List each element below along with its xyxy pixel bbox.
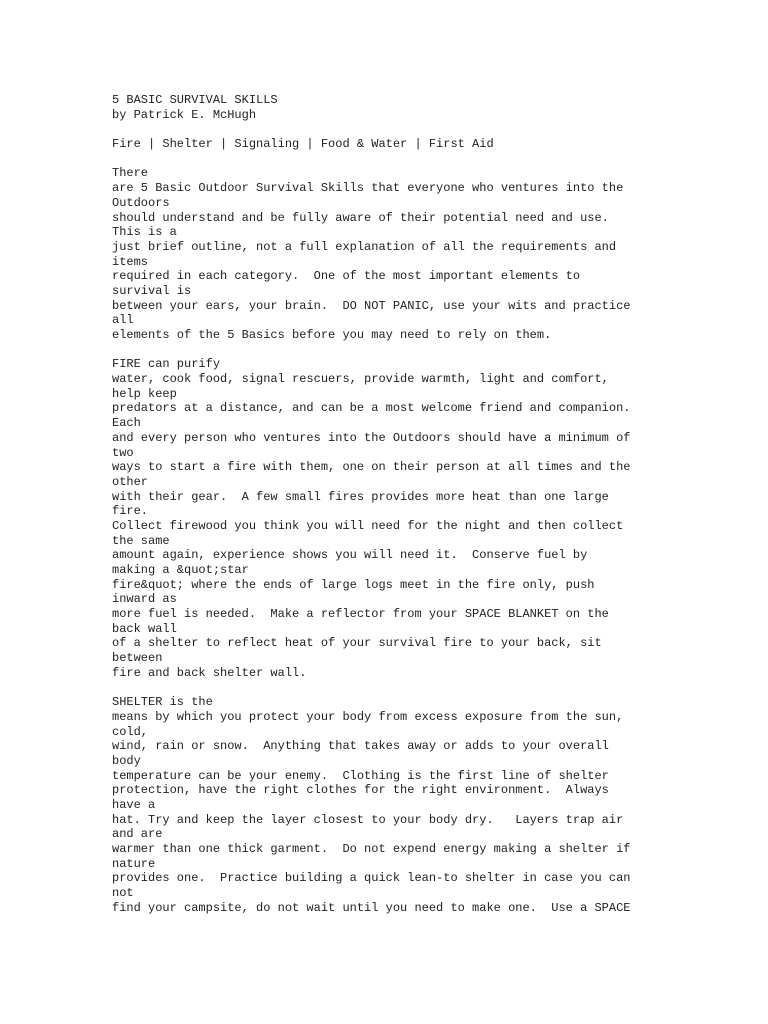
paragraph-line: Outdoors: [112, 195, 170, 210]
paragraph-line: required in each category. One of the most important elements to: [112, 269, 581, 284]
paragraph-line: and every person who ventures into the Outdoors should have a minimum of: [112, 430, 631, 445]
paragraph-line: not: [112, 886, 134, 901]
paragraph-line: just brief outline, not a full explanation of all the requirements and: [112, 239, 617, 254]
paragraph-line: temperature can be your enemy. Clothing is the first line of shelter: [112, 768, 609, 783]
paragraph-line: two: [112, 445, 134, 460]
spacer: [112, 122, 732, 137]
paragraph-line: with their gear. A few small fires provides more heat than one large: [112, 489, 609, 504]
paragraph-line: should understand and be fully aware of their potential need and use.: [112, 210, 609, 225]
document-body: [112, 93, 732, 916]
paragraph-line: between: [112, 651, 163, 666]
paragraph-line: body: [112, 753, 141, 768]
paragraph-line: predators at a distance, and can be a most welcome friend and companion.: [112, 401, 631, 416]
spacer: [112, 152, 732, 167]
intro-paragraph: [112, 166, 732, 342]
fire-paragraph: [112, 357, 732, 680]
spacer: [112, 343, 732, 358]
paragraph-line: survival is: [112, 283, 192, 298]
paragraph-line: SHELTER is the: [112, 695, 213, 710]
paragraph-line: the same: [112, 533, 170, 548]
shelter-paragraph: [112, 695, 732, 915]
paragraph-line: and are: [112, 827, 163, 842]
paragraph-line: There: [112, 166, 149, 181]
paragraph-line: hat. Try and keep the layer closest to your body dry. Layers trap air: [112, 812, 624, 827]
paragraph-line: This is a: [112, 225, 177, 240]
document-byline: by Patrick E. McHugh: [112, 107, 257, 122]
paragraph-line: Each: [112, 416, 141, 431]
paragraph-line: help keep: [112, 386, 177, 401]
section-nav: Fire | Shelter | Signaling | Food & Water | First Aid: [112, 137, 494, 152]
paragraph-line: between your ears, your brain. DO NOT PANIC, use your wits and practice: [112, 298, 631, 313]
paragraph-line: other: [112, 474, 149, 489]
paragraph-line: elements of the 5 Basics before you may need to rely on them.: [112, 328, 552, 342]
paragraph-line: cold,: [112, 724, 149, 739]
paragraph-line: back wall: [112, 621, 177, 636]
paragraph-line: of a shelter to reflect heat of your survival fire to your back, sit: [112, 636, 602, 651]
paragraph-line: inward as: [112, 592, 177, 607]
paragraph-line: wind, rain or snow. Anything that takes away or adds to your overall: [112, 739, 609, 754]
paragraph-line: fire&quot; where the ends of large logs meet in the fire only, push: [112, 577, 595, 592]
paragraph-line: fire and back shelter wall.: [112, 665, 307, 680]
paragraph-line: Collect firewood you think you will need for the night and then collect: [112, 518, 624, 533]
paragraph-line: nature: [112, 856, 156, 871]
paragraph-line: have a: [112, 798, 156, 812]
paragraph-line: all: [112, 313, 134, 328]
paragraph-line: are 5 Basic Outdoor Survival Skills that everyone who ventures into the: [112, 181, 624, 196]
paragraph-line: FIRE can purify: [112, 357, 221, 372]
paragraph-line: more fuel is needed. Make a reflector from your SPACE BLANKET on the: [112, 607, 609, 622]
spacer: [112, 681, 732, 696]
paragraph-line: making a &quot;star: [112, 563, 249, 577]
paragraph-line: protection, have the right clothes for the right environment. Always: [112, 783, 609, 798]
paragraph-line: ways to start a fire with them, one on their person at all times and the: [112, 460, 631, 475]
paragraph-line: water, cook food, signal rescuers, provide warmth, light and comfort,: [112, 372, 609, 387]
document-title: 5 BASIC SURVIVAL SKILLS: [112, 93, 278, 107]
paragraph-line: find your campsite, do not wait until you need to make one. Use a SPACE: [112, 900, 631, 915]
paragraph-line: provides one. Practice building a quick lean-to shelter in case you can: [112, 871, 631, 886]
paragraph-line: items: [112, 254, 149, 269]
paragraph-line: warmer than one thick garment. Do not expend energy making a shelter if: [112, 842, 631, 857]
paragraph-line: amount again, experience shows you will need it. Conserve fuel by: [112, 548, 588, 563]
paragraph-line: means by which you protect your body from excess exposure from the sun,: [112, 709, 624, 724]
paragraph-line: fire.: [112, 504, 149, 519]
